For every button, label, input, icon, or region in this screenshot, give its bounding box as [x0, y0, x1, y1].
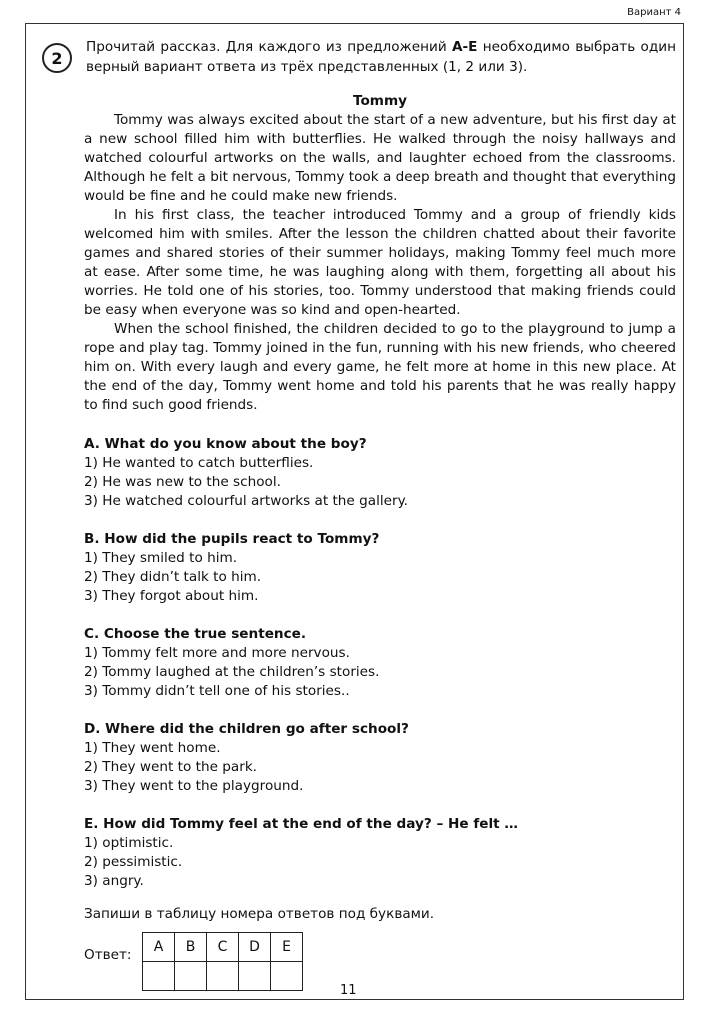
answer-option: 2) They went to the park. — [84, 759, 258, 775]
story-paragraph: In his first class, the teacher introduced Tommy and a group of friendly kids welcomed him with smiles. After the lesson the children chatted about their favorite games and shared stories of their summer holidays, making Tommy feel much more at ease. After some time, he was laughing along with them, forgetting all about his worries. He told one of his stories, too. Tommy understood that making friends could be easy when everyone was so kind and open-hearted. — [84, 207, 676, 318]
answer-input-row — [143, 962, 303, 991]
answer-option: 2) He was new to the school. — [84, 474, 281, 490]
question-c — [84, 625, 676, 701]
answer-option: 3) He watched colourful artworks at the gallery. — [84, 493, 408, 509]
task-number-badge: 2 — [42, 43, 72, 73]
question-d — [84, 720, 676, 796]
answer-option: 1) optimistic. — [84, 835, 174, 851]
answer-input-cell-d[interactable] — [239, 962, 271, 991]
answer-letters-row — [143, 933, 303, 962]
question-text: A. What do you know about the boy? — [84, 436, 367, 452]
answer-option: 2) pessimistic. — [84, 854, 183, 870]
instruction-text-end: необходимо выбрать один верный вариант ответа из трёх представленных (1, 2 или 3). — [86, 39, 676, 75]
answer-letter-cell: D — [239, 933, 271, 962]
answer-label: Ответ: — [84, 947, 132, 963]
question-text: D. Where did the children go after school? — [84, 721, 409, 737]
answer-input-cell-c[interactable] — [207, 962, 239, 991]
question-b — [84, 530, 676, 606]
answer-letter-cell: C — [207, 933, 239, 962]
story-title: Tommy — [353, 93, 407, 109]
answer-option: 2) Tommy laughed at the children’s stories. — [84, 664, 380, 680]
answer-letter-cell: A — [143, 933, 175, 962]
question-text: C. Choose the true sentence. — [84, 626, 307, 642]
instruction-text-start: Прочитай рассказ. Для каждого из предложений — [86, 39, 452, 55]
variant-label: Вариант 4 — [627, 7, 681, 18]
main-content — [84, 92, 676, 891]
answer-option: 1) Tommy felt more and more nervous. — [84, 645, 350, 661]
answer-input-cell-e[interactable] — [271, 962, 303, 991]
answer-option: 1) He wanted to catch butterflies. — [84, 455, 314, 471]
answer-table — [142, 932, 303, 991]
answer-letter-cell: B — [175, 933, 207, 962]
answer-input-cell-a[interactable] — [143, 962, 175, 991]
question-text: B. How did the pupils react to Tommy? — [84, 531, 380, 547]
answer-option: 1) They went home. — [84, 740, 221, 756]
answer-option: 3) They forgot about him. — [84, 588, 259, 604]
answer-option: 3) They went to the playground. — [84, 778, 304, 794]
question-text: E. How did Tommy feel at the end of the day? – He felt … — [84, 816, 518, 832]
story-paragraph: When the school finished, the children decided to go to the playground to jump a rope and play tag. Tommy joined in the fun, running with his new friends, who cheered him on. With every laugh and every game, he felt more at home in this new place. At the end of the day, Tommy went home and told his parents that he was really happy to find such good friends. — [84, 321, 676, 413]
answer-option: 2) They didn’t talk to him. — [84, 569, 262, 585]
answer-letter-cell: E — [271, 933, 303, 962]
answer-option: 3) angry. — [84, 873, 144, 889]
question-a — [84, 435, 676, 511]
story-paragraph: Tommy was always excited about the start of a new adventure, but his first day at a new school filled him with butterflies. He walked through the noisy hallways and watched colourful artworks on the walls, and laughter echoed from the classrooms. Although he felt a bit nervous, Tommy took a deep breath and thought that everything would be fine and he could make new friends. — [84, 112, 676, 204]
answer-option: 1) They smiled to him. — [84, 550, 238, 566]
answer-instruction: Запиши в таблицу номера ответов под буквами. — [84, 906, 435, 922]
answer-input-cell-b[interactable] — [175, 962, 207, 991]
task-instruction — [86, 37, 676, 77]
page-number: 11 — [340, 983, 357, 998]
question-e — [84, 815, 676, 891]
answer-option: 3) Tommy didn’t tell one of his stories.. — [84, 683, 350, 699]
instruction-letters: А-Е — [452, 39, 478, 55]
